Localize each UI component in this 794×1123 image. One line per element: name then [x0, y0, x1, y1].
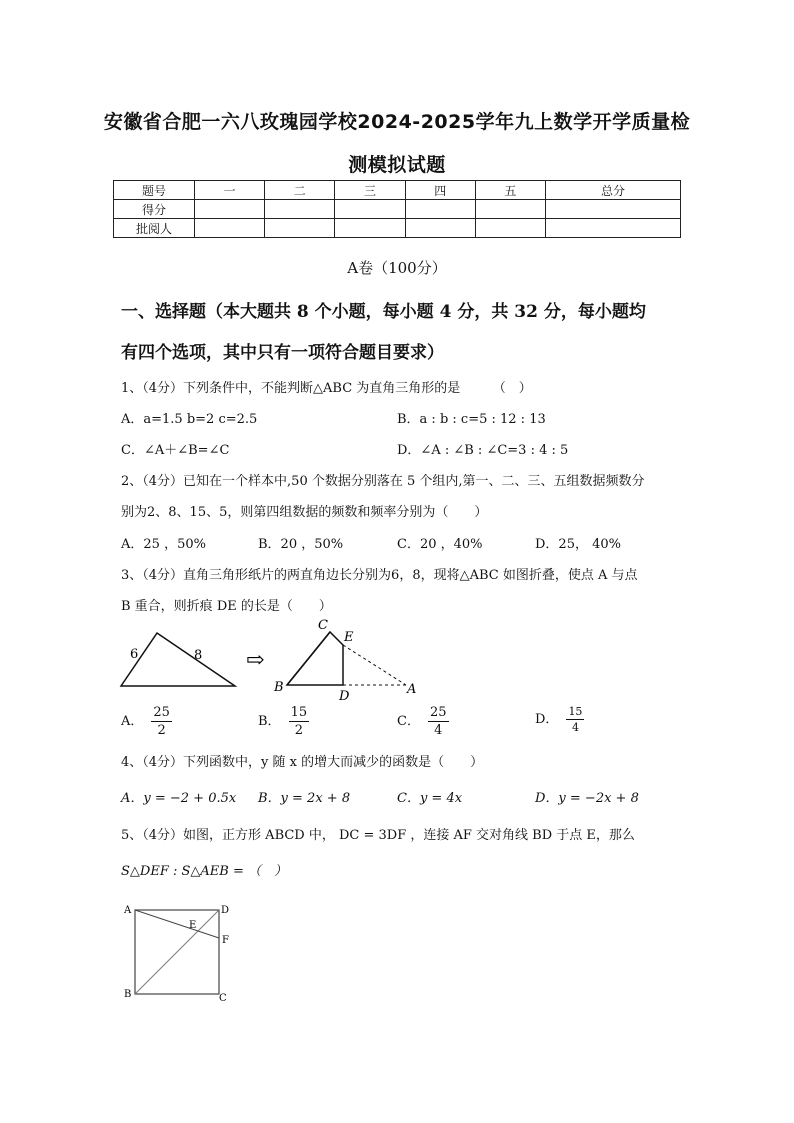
- question-2-option-a[interactable]: A．25 ，50%: [121, 537, 206, 552]
- question-4-option-d[interactable]: D．y = −2x + 8: [535, 791, 639, 806]
- question-1-option-d[interactable]: D．∠A : ∠B : ∠C=3 : 4 : 5: [397, 443, 569, 458]
- score-header-cell: 二: [265, 181, 335, 200]
- score-header-cell: 三: [335, 181, 405, 200]
- point-label-e: E: [189, 920, 197, 931]
- score-cell[interactable]: [475, 200, 545, 219]
- question-3-option-a[interactable]: [121, 704, 172, 739]
- dashed-hypotenuse: [343, 645, 406, 685]
- point-label-b: B: [124, 989, 132, 1000]
- point-label-b: B: [274, 680, 284, 695]
- score-cell[interactable]: [265, 219, 335, 238]
- point-label-d: D: [339, 689, 350, 704]
- score-cell[interactable]: [405, 219, 475, 238]
- score-cell[interactable]: [335, 200, 405, 219]
- question-4-option-c[interactable]: C．y = 4x: [397, 791, 463, 806]
- question-1-option-a[interactable]: A．a=1.5 b=2 c=2.5: [121, 412, 258, 427]
- question-5-stem: 5、（4分）如图，正方形 ABCD 中， DC = 3DF ，连接 AF 交对角线 BD 于点 E，那么: [121, 828, 635, 843]
- score-row-label: 批阅人: [114, 219, 195, 238]
- question-4-stem: 4、（4分）下列函数中，y 随 x 的增大而减少的函数是（ ）: [121, 755, 484, 770]
- denominator: 4: [571, 721, 579, 734]
- question-2-option-d[interactable]: D．25， 40%: [535, 537, 621, 552]
- score-cell[interactable]: [546, 219, 681, 238]
- score-header-cell: 五: [475, 181, 545, 200]
- paper-a-heading: A卷（100分）: [347, 259, 447, 277]
- fold-arrow-icon: ⇨: [246, 648, 265, 673]
- question-2-option-b[interactable]: B．20 ，50%: [258, 537, 344, 552]
- segment-af: [135, 910, 219, 938]
- question-3-figure: [110, 612, 430, 704]
- option-b-fraction: [289, 704, 310, 739]
- question-1-option-b[interactable]: B．a : b : c=5 : 12 : 13: [397, 412, 546, 427]
- point-label-c: C: [318, 618, 328, 633]
- question-3-option-b[interactable]: [258, 704, 309, 739]
- question-1-stem: 1、（4分）下列条件中，不能判断△ABC 为直角三角形的是 （ ）: [121, 381, 532, 396]
- score-header-cell: 题号: [114, 181, 195, 200]
- score-header-cell: 总分: [546, 181, 681, 200]
- question-2-stem-line2: 别为2、8、15、5，则第四组数据的频数和频率分别为（ ）: [121, 505, 488, 520]
- score-cell[interactable]: [475, 219, 545, 238]
- score-row-label: 得分: [114, 200, 195, 219]
- numerator: 15: [568, 705, 583, 718]
- question-5-ratio: S△DEF : S△AEB = （ ）: [121, 864, 287, 879]
- denominator: 4: [434, 723, 443, 738]
- point-label-a: A: [407, 682, 417, 697]
- question-4-option-a[interactable]: A．y = −2 + 0.5x: [121, 791, 237, 806]
- option-label: C．: [397, 714, 420, 729]
- score-cell[interactable]: [195, 200, 265, 219]
- question-5-figure: [118, 898, 243, 1004]
- question-3-option-c[interactable]: [397, 704, 449, 739]
- denominator: 2: [294, 723, 303, 738]
- question-3-stem-line1: 3、（4分）直角三角形纸片的两直角边长分别为6，8，现将△ABC 如图折叠，使点 A 与点: [121, 568, 638, 583]
- score-header-cell: 一: [195, 181, 265, 200]
- score-cell[interactable]: [405, 200, 475, 219]
- question-3-option-d[interactable]: [535, 704, 584, 735]
- option-a-fraction: [151, 704, 172, 739]
- question-4-option-b[interactable]: B．y = 2x + 8: [258, 791, 351, 806]
- question-3-stem-line2: B 重合，则折痕 DE 的长是（ ）: [121, 599, 332, 614]
- point-label-f: F: [222, 935, 229, 946]
- question-2-option-c[interactable]: C．20 ，40%: [397, 537, 483, 552]
- score-cell[interactable]: [546, 200, 681, 219]
- folded-triangle: [287, 632, 343, 685]
- numerator: 25: [153, 705, 170, 720]
- score-header-cell: 四: [405, 181, 475, 200]
- figure-label-8: 8: [194, 648, 203, 663]
- option-d-fraction: [566, 704, 584, 735]
- point-label-c: C: [219, 993, 227, 1004]
- exam-title-line1: 安徽省合肥一六八玫瑰园学校2024-2025学年九上数学开学质量检: [103, 111, 691, 133]
- numerator: 25: [429, 705, 447, 720]
- score-cell[interactable]: [265, 200, 335, 219]
- section-heading-line2: 有四个选项，其中只有一项符合题目要求）: [121, 343, 444, 363]
- option-label: A．: [121, 714, 144, 729]
- score-table-row: [114, 219, 681, 238]
- score-table-header-row: [114, 181, 681, 200]
- denominator: 2: [157, 723, 166, 738]
- numerator: 15: [290, 705, 308, 720]
- section-heading-line1: 一、选择题（本大题共 8 个小题，每小题 4 分，共 32 分，每小题均: [121, 302, 646, 322]
- question-2-stem-line1: 2、（4分）已知在一个样本中,50 个数据分别落在 5 个组内,第一、二、三、五组数据频数分: [121, 474, 645, 489]
- point-label-a: A: [124, 905, 132, 916]
- option-c-fraction: [428, 704, 449, 739]
- exam-title-line2: 测模拟试题: [348, 154, 446, 176]
- fold-edge: [287, 632, 330, 685]
- point-label-d: D: [221, 905, 230, 916]
- score-cell[interactable]: [335, 219, 405, 238]
- question-1-option-c[interactable]: C．∠A＋∠B=∠C: [121, 443, 230, 458]
- figure-label-6: 6: [130, 647, 139, 662]
- option-label: D．: [535, 712, 559, 727]
- point-label-e: E: [344, 630, 354, 645]
- score-cell[interactable]: [195, 219, 265, 238]
- diagonal-bd: [135, 910, 219, 994]
- score-table: [113, 180, 681, 238]
- option-label: B．: [258, 714, 281, 729]
- score-table-row: [114, 200, 681, 219]
